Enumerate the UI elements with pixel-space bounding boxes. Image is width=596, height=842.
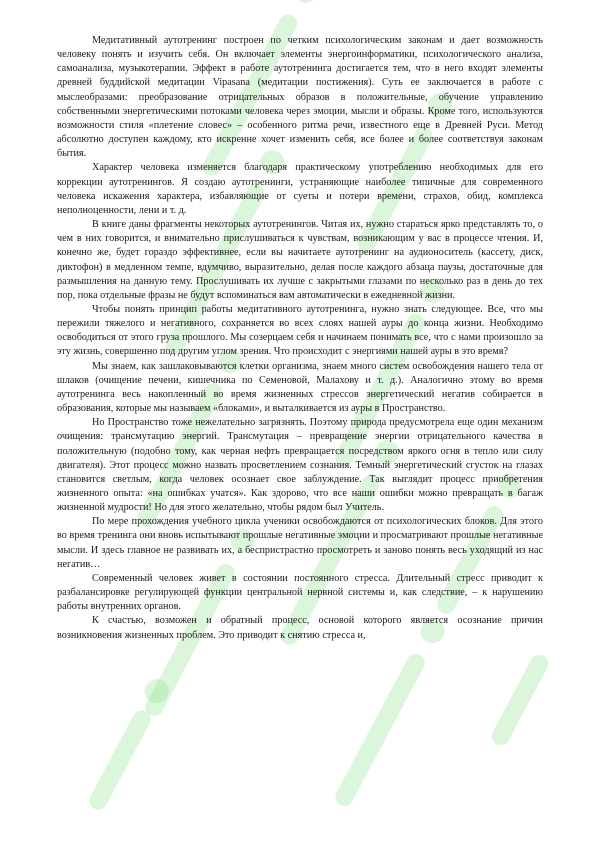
paragraph-8: Современный человек живет в состоянии постоянного стресса. Длительный стресс приводит к разбалансировке регулирующей функции центральной нервной системы и, как следствие, – к нарушению работы внутренних органов.	[57, 572, 543, 613]
paragraph-2: Характер человека изменяется благодаря практическому употреблению необходимых для его коррекции аутотренингов. Я создаю аутотренинги, устраняющие наиболее типичные для современного человека искажения характера, избавляющие от суеты и потери времени, страхов, обид, комплекса неполноценности, лени и т. д.	[57, 162, 543, 216]
paragraph-9: К счастью, возможен и обратный процесс, основой которого является осознание причин возникновения жизненных проблем. Это приводит к снятию стресса и,	[57, 615, 543, 641]
paragraph-5: Мы знаем, как зашлаковываются клетки организма, знаем много систем освобождения нашего тела от шлаков (очищение печени, кишечника по Семеновой, Малахову и т. д.). Аналогично этому во время аутотренинга весь накопленный во время жизненных стрессов энергетический негатив собирается в образования, которые мы называем «блоками», и выталкивается из ауры в Пространство.	[57, 360, 543, 415]
paragraph-1: Медитативный аутотренинг построен по четким психологическим законам и дает возможность человеку понять и изучить себя. Он включает элементы энергоинформатики, психологического анализа, самоанализа, музыкотерапии. Эффект в работе аутотренинга достигается тем, что в него входят элементы древней буддийской медитации Vipasana (медитации постижения). Суть ее заключается в работе с мыслеобразами: преобразование отрицательных образов в положительные, обучение управлению собственными энергетическими потоками человека через эмоции, мысли и образы. Кроме того, используются возможности стиля «плетение словес» – особенного ритма речи, известного еще в Древней Руси. Метод абсолютно доступен каждому, кто искренне хочет изменить себя, все более и более соответствуя законам бытия.	[57, 35, 543, 160]
paragraph-7: По мере прохождения учебного цикла ученики освобождаются от психологических блоков. Для этого во время тренинга они вновь испытывают прошлые негативные эмоции и просматривают прошлые негативные мысли. И здесь главное не развивать их, а беспристрастно просмотреть и заново понять весь уходящий из нас негатив…	[57, 516, 543, 570]
paragraph-3: В книге даны фрагменты некоторых аутотренингов. Читая их, нужно стараться ярко представлять то, о чем в них говорится, и внимательно прислушиваться к чувствам, возникающим у вас в процессе чтения. И, конечно же, будет гораздо эффективнее, если вы начитаете аутотренинг на аудионоситель (кассету, диск, диктофон) в медленном темпе, вдумчиво, выразительно, делая после каждого абзаца паузы, достаточные для размышления на данную тему. Прослушивать их лучше с закрытыми глазами по несколько раз в день до тех пор, пока отдельные фразы не будут вспоминаться вам автоматически в ежедневной жизни.	[57, 219, 543, 301]
paragraph-6: Но Пространство тоже нежелательно загрязнять. Поэтому природа предусмотрела еще один механизм очищения: трансмутацию энергий. Трансмутация – превращение энергии отрицательного качества в положительную (подобно тому, как черная нефть превращается посредством яркого огня в тепло или силу двигателя). Этот процесс можно назвать просветлением сознания. Темный энергетический сгусток на глазах становится светлым, когда человек осознает свое заблуждение. Так выглядит процесс приобретения жизненного опыта: «на ошибках учатся». Как здорово, что все наши ошибки можно превращать в багаж жизненной мудрости! Но для этого желательно, чтобы рядом был Учитель.	[57, 417, 543, 514]
document-page	[57, 34, 543, 643]
paragraph-4: Чтобы понять принцип работы медитативного аутотренинга, нужно знать следующее. Все, что мы пережили тяжелого и негативного, сохраняется во всех слоях нашей ауры до конца жизни. Необходимо освободиться от этого груза прошлого. Мы созерцаем себя и начинаем понимать все, что с нами произошло за эту жизнь, совершенно под другим углом зрения. Что происходит с энергиями нашей ауры в это время?	[57, 303, 543, 358]
